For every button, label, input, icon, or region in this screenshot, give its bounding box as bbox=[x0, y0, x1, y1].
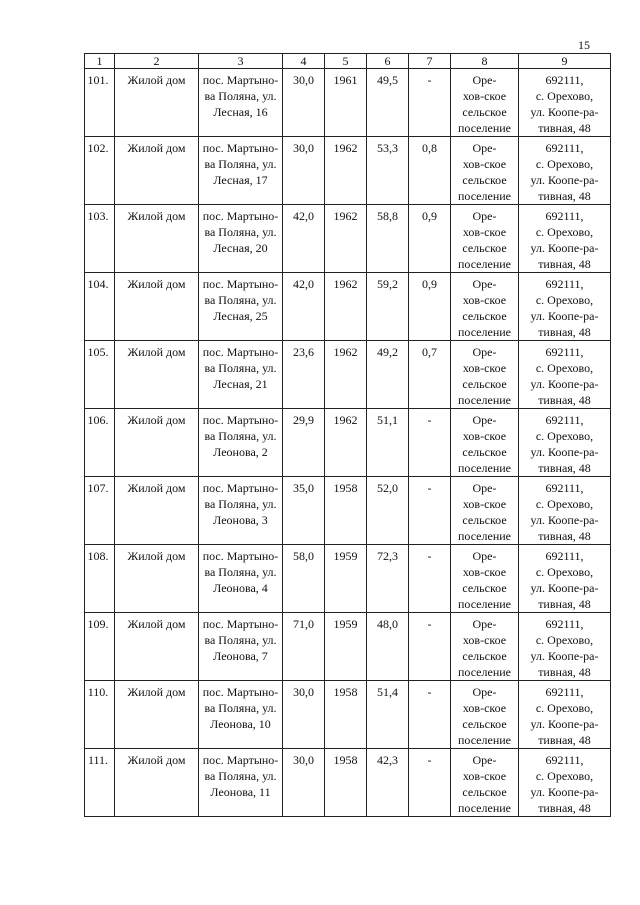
area-cell: 30,0 bbox=[283, 681, 325, 749]
wear-cell: 49,5 bbox=[367, 69, 409, 137]
area-cell: 30,0 bbox=[283, 69, 325, 137]
address-cell-line: пос. Мартыно- bbox=[202, 549, 279, 563]
year-cell: 1962 bbox=[325, 273, 367, 341]
owner-cell-line: хов-ское bbox=[462, 225, 507, 239]
address-cell bbox=[199, 545, 283, 613]
column-number: 3 bbox=[199, 54, 283, 69]
address-cell-line: Лесная, 25 bbox=[213, 309, 268, 323]
column-7-cell: 0,9 bbox=[409, 273, 451, 341]
row-number-cell: 102. bbox=[85, 137, 115, 205]
address-cell bbox=[199, 613, 283, 681]
wear-cell: 51,4 bbox=[367, 681, 409, 749]
owner-cell-line: Оре- bbox=[472, 481, 497, 495]
owner-address-cell-line: тивная, 48 bbox=[538, 733, 591, 747]
address-cell-line: ва Поляна, ул. bbox=[204, 89, 277, 103]
owner-address-cell-line: ул. Коопе-ра- bbox=[530, 649, 599, 663]
year-cell: 1962 bbox=[325, 409, 367, 477]
owner-cell-line: Оре- bbox=[472, 73, 497, 87]
area-cell: 35,0 bbox=[283, 477, 325, 545]
owner-cell bbox=[451, 545, 519, 613]
owner-address-cell-line: тивная, 48 bbox=[538, 393, 591, 407]
address-cell-line: ва Поляна, ул. bbox=[204, 565, 277, 579]
address-cell bbox=[199, 409, 283, 477]
area-cell: 29,9 bbox=[283, 409, 325, 477]
address-cell bbox=[199, 477, 283, 545]
owner-cell-line: сельское bbox=[462, 173, 507, 187]
object-name-cell: Жилой дом bbox=[115, 545, 199, 613]
column-7-cell: - bbox=[409, 749, 451, 817]
column-7-cell: - bbox=[409, 409, 451, 477]
owner-cell-line: Оре- bbox=[472, 617, 497, 631]
owner-address-cell-line: с. Орехово, bbox=[535, 361, 594, 375]
object-name-cell: Жилой дом bbox=[115, 273, 199, 341]
owner-address-cell bbox=[519, 749, 611, 817]
row-number-cell: 103. bbox=[85, 205, 115, 273]
address-cell bbox=[199, 681, 283, 749]
owner-cell-line: поселение bbox=[457, 801, 511, 815]
area-cell: 23,6 bbox=[283, 341, 325, 409]
owner-address-cell-line: 692111, bbox=[545, 753, 584, 767]
row-number-cell: 109. bbox=[85, 613, 115, 681]
owner-cell-line: Оре- bbox=[472, 277, 497, 291]
address-cell-line: пос. Мартыно- bbox=[202, 277, 279, 291]
owner-address-cell-line: тивная, 48 bbox=[538, 121, 591, 135]
address-cell-line: Лесная, 20 bbox=[213, 241, 268, 255]
wear-cell: 72,3 bbox=[367, 545, 409, 613]
owner-cell-line: хов-ское bbox=[462, 769, 507, 783]
table-row bbox=[85, 69, 611, 137]
owner-cell bbox=[451, 409, 519, 477]
area-cell: 42,0 bbox=[283, 205, 325, 273]
address-cell-line: ва Поляна, ул. bbox=[204, 225, 277, 239]
property-register-table bbox=[84, 53, 611, 817]
owner-cell-line: Оре- bbox=[472, 209, 497, 223]
row-number-cell: 105. bbox=[85, 341, 115, 409]
address-cell bbox=[199, 137, 283, 205]
owner-address-cell-line: с. Орехово, bbox=[535, 89, 594, 103]
object-name-cell: Жилой дом bbox=[115, 613, 199, 681]
owner-address-cell-line: ул. Коопе-ра- bbox=[530, 581, 599, 595]
year-cell: 1962 bbox=[325, 205, 367, 273]
owner-cell-line: сельское bbox=[462, 445, 507, 459]
owner-cell bbox=[451, 749, 519, 817]
row-number-cell: 107. bbox=[85, 477, 115, 545]
owner-cell-line: хов-ское bbox=[462, 633, 507, 647]
owner-cell-line: хов-ское bbox=[462, 361, 507, 375]
area-cell: 30,0 bbox=[283, 137, 325, 205]
owner-address-cell-line: с. Орехово, bbox=[535, 701, 594, 715]
object-name-cell: Жилой дом bbox=[115, 69, 199, 137]
owner-cell-line: хов-ское bbox=[462, 701, 507, 715]
address-cell-line: пос. Мартыно- bbox=[202, 753, 279, 767]
owner-cell bbox=[451, 273, 519, 341]
owner-cell bbox=[451, 341, 519, 409]
owner-address-cell-line: с. Орехово, bbox=[535, 565, 594, 579]
table-row bbox=[85, 477, 611, 545]
row-number-cell: 101. bbox=[85, 69, 115, 137]
owner-cell-line: хов-ское bbox=[462, 293, 507, 307]
owner-address-cell-line: с. Орехово, bbox=[535, 157, 594, 171]
row-number-cell: 110. bbox=[85, 681, 115, 749]
address-cell-line: ва Поляна, ул. bbox=[204, 497, 277, 511]
owner-cell-line: Оре- bbox=[472, 753, 497, 767]
column-7-cell: - bbox=[409, 545, 451, 613]
column-number: 1 bbox=[85, 54, 115, 69]
owner-address-cell bbox=[519, 477, 611, 545]
owner-address-cell-line: с. Орехово, bbox=[535, 497, 594, 511]
owner-address-cell-line: 692111, bbox=[545, 73, 584, 87]
owner-address-cell-line: тивная, 48 bbox=[538, 529, 591, 543]
row-number-cell: 111. bbox=[85, 749, 115, 817]
owner-address-cell-line: тивная, 48 bbox=[538, 801, 591, 815]
column-7-cell: - bbox=[409, 613, 451, 681]
address-cell-line: ва Поляна, ул. bbox=[204, 157, 277, 171]
owner-address-cell-line: тивная, 48 bbox=[538, 325, 591, 339]
owner-cell-line: поселение bbox=[457, 189, 511, 203]
wear-cell: 59,2 bbox=[367, 273, 409, 341]
object-name-cell: Жилой дом bbox=[115, 341, 199, 409]
address-cell-line: пос. Мартыно- bbox=[202, 209, 279, 223]
owner-cell bbox=[451, 613, 519, 681]
address-cell bbox=[199, 341, 283, 409]
address-cell-line: пос. Мартыно- bbox=[202, 345, 279, 359]
address-cell bbox=[199, 69, 283, 137]
row-number-cell: 106. bbox=[85, 409, 115, 477]
column-number: 5 bbox=[325, 54, 367, 69]
table-row bbox=[85, 273, 611, 341]
table-row bbox=[85, 341, 611, 409]
owner-address-cell bbox=[519, 137, 611, 205]
table-row bbox=[85, 545, 611, 613]
owner-cell-line: Оре- bbox=[472, 685, 497, 699]
owner-cell bbox=[451, 69, 519, 137]
address-cell-line: Лесная, 21 bbox=[213, 377, 268, 391]
year-cell: 1961 bbox=[325, 69, 367, 137]
year-cell: 1958 bbox=[325, 477, 367, 545]
owner-cell-line: Оре- bbox=[472, 549, 497, 563]
wear-cell: 49,2 bbox=[367, 341, 409, 409]
owner-cell-line: сельское bbox=[462, 309, 507, 323]
year-cell: 1958 bbox=[325, 749, 367, 817]
owner-cell-line: хов-ское bbox=[462, 429, 507, 443]
column-number: 2 bbox=[115, 54, 199, 69]
column-number: 9 bbox=[519, 54, 611, 69]
wear-cell: 58,8 bbox=[367, 205, 409, 273]
owner-address-cell-line: тивная, 48 bbox=[538, 257, 591, 271]
address-cell-line: Лесная, 17 bbox=[213, 173, 268, 187]
column-number: 8 bbox=[451, 54, 519, 69]
column-7-cell: 0,8 bbox=[409, 137, 451, 205]
address-cell-line: пос. Мартыно- bbox=[202, 141, 279, 155]
table-row bbox=[85, 205, 611, 273]
address-cell-line: ва Поляна, ул. bbox=[204, 701, 277, 715]
column-number-row bbox=[85, 54, 611, 69]
owner-address-cell-line: 692111, bbox=[545, 617, 584, 631]
owner-cell-line: хов-ское bbox=[462, 497, 507, 511]
column-7-cell: 0,9 bbox=[409, 205, 451, 273]
address-cell-line: Леонова, 10 bbox=[210, 717, 271, 731]
owner-cell-line: поселение bbox=[457, 733, 511, 747]
address-cell-line: Леонова, 7 bbox=[213, 649, 268, 663]
owner-address-cell-line: ул. Коопе-ра- bbox=[530, 513, 599, 527]
column-7-cell: - bbox=[409, 681, 451, 749]
page-number: 15 bbox=[578, 38, 590, 52]
table-row bbox=[85, 749, 611, 817]
owner-cell-line: сельское bbox=[462, 785, 507, 799]
owner-cell-line: сельское bbox=[462, 717, 507, 731]
owner-address-cell-line: 692111, bbox=[545, 413, 584, 427]
table-row bbox=[85, 409, 611, 477]
owner-address-cell-line: с. Орехово, bbox=[535, 429, 594, 443]
address-cell-line: Леонова, 11 bbox=[210, 785, 271, 799]
owner-cell-line: поселение bbox=[457, 393, 511, 407]
owner-address-cell bbox=[519, 613, 611, 681]
owner-address-cell-line: 692111, bbox=[545, 277, 584, 291]
owner-cell-line: сельское bbox=[462, 241, 507, 255]
address-cell-line: Леонова, 2 bbox=[213, 445, 268, 459]
address-cell-line: ва Поляна, ул. bbox=[204, 633, 277, 647]
row-number-cell: 108. bbox=[85, 545, 115, 613]
owner-address-cell-line: с. Орехово, bbox=[535, 293, 594, 307]
owner-cell-line: поселение bbox=[457, 257, 511, 271]
owner-address-cell-line: 692111, bbox=[545, 345, 584, 359]
owner-address-cell-line: 692111, bbox=[545, 209, 584, 223]
owner-cell-line: хов-ское bbox=[462, 565, 507, 579]
object-name-cell: Жилой дом bbox=[115, 205, 199, 273]
owner-address-cell-line: ул. Коопе-ра- bbox=[530, 173, 599, 187]
address-cell-line: Леонова, 4 bbox=[213, 581, 268, 595]
address-cell-line: Леонова, 3 bbox=[213, 513, 268, 527]
owner-cell-line: сельское bbox=[462, 649, 507, 663]
owner-cell-line: поселение bbox=[457, 461, 511, 475]
column-7-cell: - bbox=[409, 477, 451, 545]
address-cell bbox=[199, 273, 283, 341]
owner-cell-line: Оре- bbox=[472, 345, 497, 359]
address-cell-line: ва Поляна, ул. bbox=[204, 293, 277, 307]
owner-cell bbox=[451, 477, 519, 545]
owner-cell-line: хов-ское bbox=[462, 157, 507, 171]
owner-address-cell-line: 692111, bbox=[545, 549, 584, 563]
owner-cell-line: поселение bbox=[457, 529, 511, 543]
table-body bbox=[85, 54, 611, 817]
address-cell bbox=[199, 205, 283, 273]
address-cell-line: пос. Мартыно- bbox=[202, 413, 279, 427]
year-cell: 1962 bbox=[325, 137, 367, 205]
owner-cell-line: поселение bbox=[457, 121, 511, 135]
address-cell bbox=[199, 749, 283, 817]
owner-cell-line: сельское bbox=[462, 513, 507, 527]
owner-cell-line: сельское bbox=[462, 105, 507, 119]
owner-address-cell bbox=[519, 273, 611, 341]
year-cell: 1959 bbox=[325, 613, 367, 681]
owner-cell-line: Оре- bbox=[472, 141, 497, 155]
owner-address-cell-line: с. Орехово, bbox=[535, 225, 594, 239]
owner-address-cell-line: ул. Коопе-ра- bbox=[530, 105, 599, 119]
address-cell-line: ва Поляна, ул. bbox=[204, 429, 277, 443]
column-number: 4 bbox=[283, 54, 325, 69]
owner-address-cell-line: 692111, bbox=[545, 481, 584, 495]
owner-address-cell bbox=[519, 205, 611, 273]
object-name-cell: Жилой дом bbox=[115, 137, 199, 205]
owner-cell bbox=[451, 681, 519, 749]
owner-cell-line: хов-ское bbox=[462, 89, 507, 103]
wear-cell: 51,1 bbox=[367, 409, 409, 477]
area-cell: 42,0 bbox=[283, 273, 325, 341]
owner-address-cell-line: 692111, bbox=[545, 685, 584, 699]
wear-cell: 52,0 bbox=[367, 477, 409, 545]
area-cell: 58,0 bbox=[283, 545, 325, 613]
column-7-cell: - bbox=[409, 69, 451, 137]
owner-address-cell-line: тивная, 48 bbox=[538, 189, 591, 203]
column-number: 6 bbox=[367, 54, 409, 69]
wear-cell: 42,3 bbox=[367, 749, 409, 817]
area-cell: 71,0 bbox=[283, 613, 325, 681]
owner-address-cell-line: тивная, 48 bbox=[538, 665, 591, 679]
owner-cell-line: поселение bbox=[457, 665, 511, 679]
owner-cell bbox=[451, 137, 519, 205]
owner-address-cell-line: ул. Коопе-ра- bbox=[530, 717, 599, 731]
address-cell-line: Лесная, 16 bbox=[213, 105, 268, 119]
object-name-cell: Жилой дом bbox=[115, 477, 199, 545]
object-name-cell: Жилой дом bbox=[115, 681, 199, 749]
owner-address-cell-line: ул. Коопе-ра- bbox=[530, 785, 599, 799]
address-cell-line: ва Поляна, ул. bbox=[204, 361, 277, 375]
row-number-cell: 104. bbox=[85, 273, 115, 341]
owner-address-cell bbox=[519, 341, 611, 409]
object-name-cell: Жилой дом bbox=[115, 409, 199, 477]
year-cell: 1958 bbox=[325, 681, 367, 749]
owner-cell-line: сельское bbox=[462, 377, 507, 391]
wear-cell: 48,0 bbox=[367, 613, 409, 681]
owner-address-cell-line: тивная, 48 bbox=[538, 597, 591, 611]
owner-address-cell bbox=[519, 409, 611, 477]
owner-address-cell-line: ул. Коопе-ра- bbox=[530, 241, 599, 255]
owner-address-cell-line: с. Орехово, bbox=[535, 633, 594, 647]
owner-address-cell-line: ул. Коопе-ра- bbox=[530, 309, 599, 323]
area-cell: 30,0 bbox=[283, 749, 325, 817]
table-row bbox=[85, 613, 611, 681]
owner-cell-line: поселение bbox=[457, 597, 511, 611]
owner-address-cell-line: ул. Коопе-ра- bbox=[530, 445, 599, 459]
address-cell-line: пос. Мартыно- bbox=[202, 685, 279, 699]
owner-cell-line: Оре- bbox=[472, 413, 497, 427]
owner-address-cell-line: ул. Коопе-ра- bbox=[530, 377, 599, 391]
column-7-cell: 0,7 bbox=[409, 341, 451, 409]
column-number: 7 bbox=[409, 54, 451, 69]
owner-cell-line: сельское bbox=[462, 581, 507, 595]
year-cell: 1959 bbox=[325, 545, 367, 613]
owner-address-cell bbox=[519, 69, 611, 137]
wear-cell: 53,3 bbox=[367, 137, 409, 205]
table-row bbox=[85, 137, 611, 205]
owner-address-cell bbox=[519, 545, 611, 613]
object-name-cell: Жилой дом bbox=[115, 749, 199, 817]
address-cell-line: пос. Мартыно- bbox=[202, 73, 279, 87]
address-cell-line: пос. Мартыно- bbox=[202, 617, 279, 631]
year-cell: 1962 bbox=[325, 341, 367, 409]
address-cell-line: пос. Мартыно- bbox=[202, 481, 279, 495]
address-cell-line: ва Поляна, ул. bbox=[204, 769, 277, 783]
owner-address-cell bbox=[519, 681, 611, 749]
table-row bbox=[85, 681, 611, 749]
owner-address-cell-line: тивная, 48 bbox=[538, 461, 591, 475]
owner-address-cell-line: с. Орехово, bbox=[535, 769, 594, 783]
owner-cell-line: поселение bbox=[457, 325, 511, 339]
owner-address-cell-line: 692111, bbox=[545, 141, 584, 155]
owner-cell bbox=[451, 205, 519, 273]
